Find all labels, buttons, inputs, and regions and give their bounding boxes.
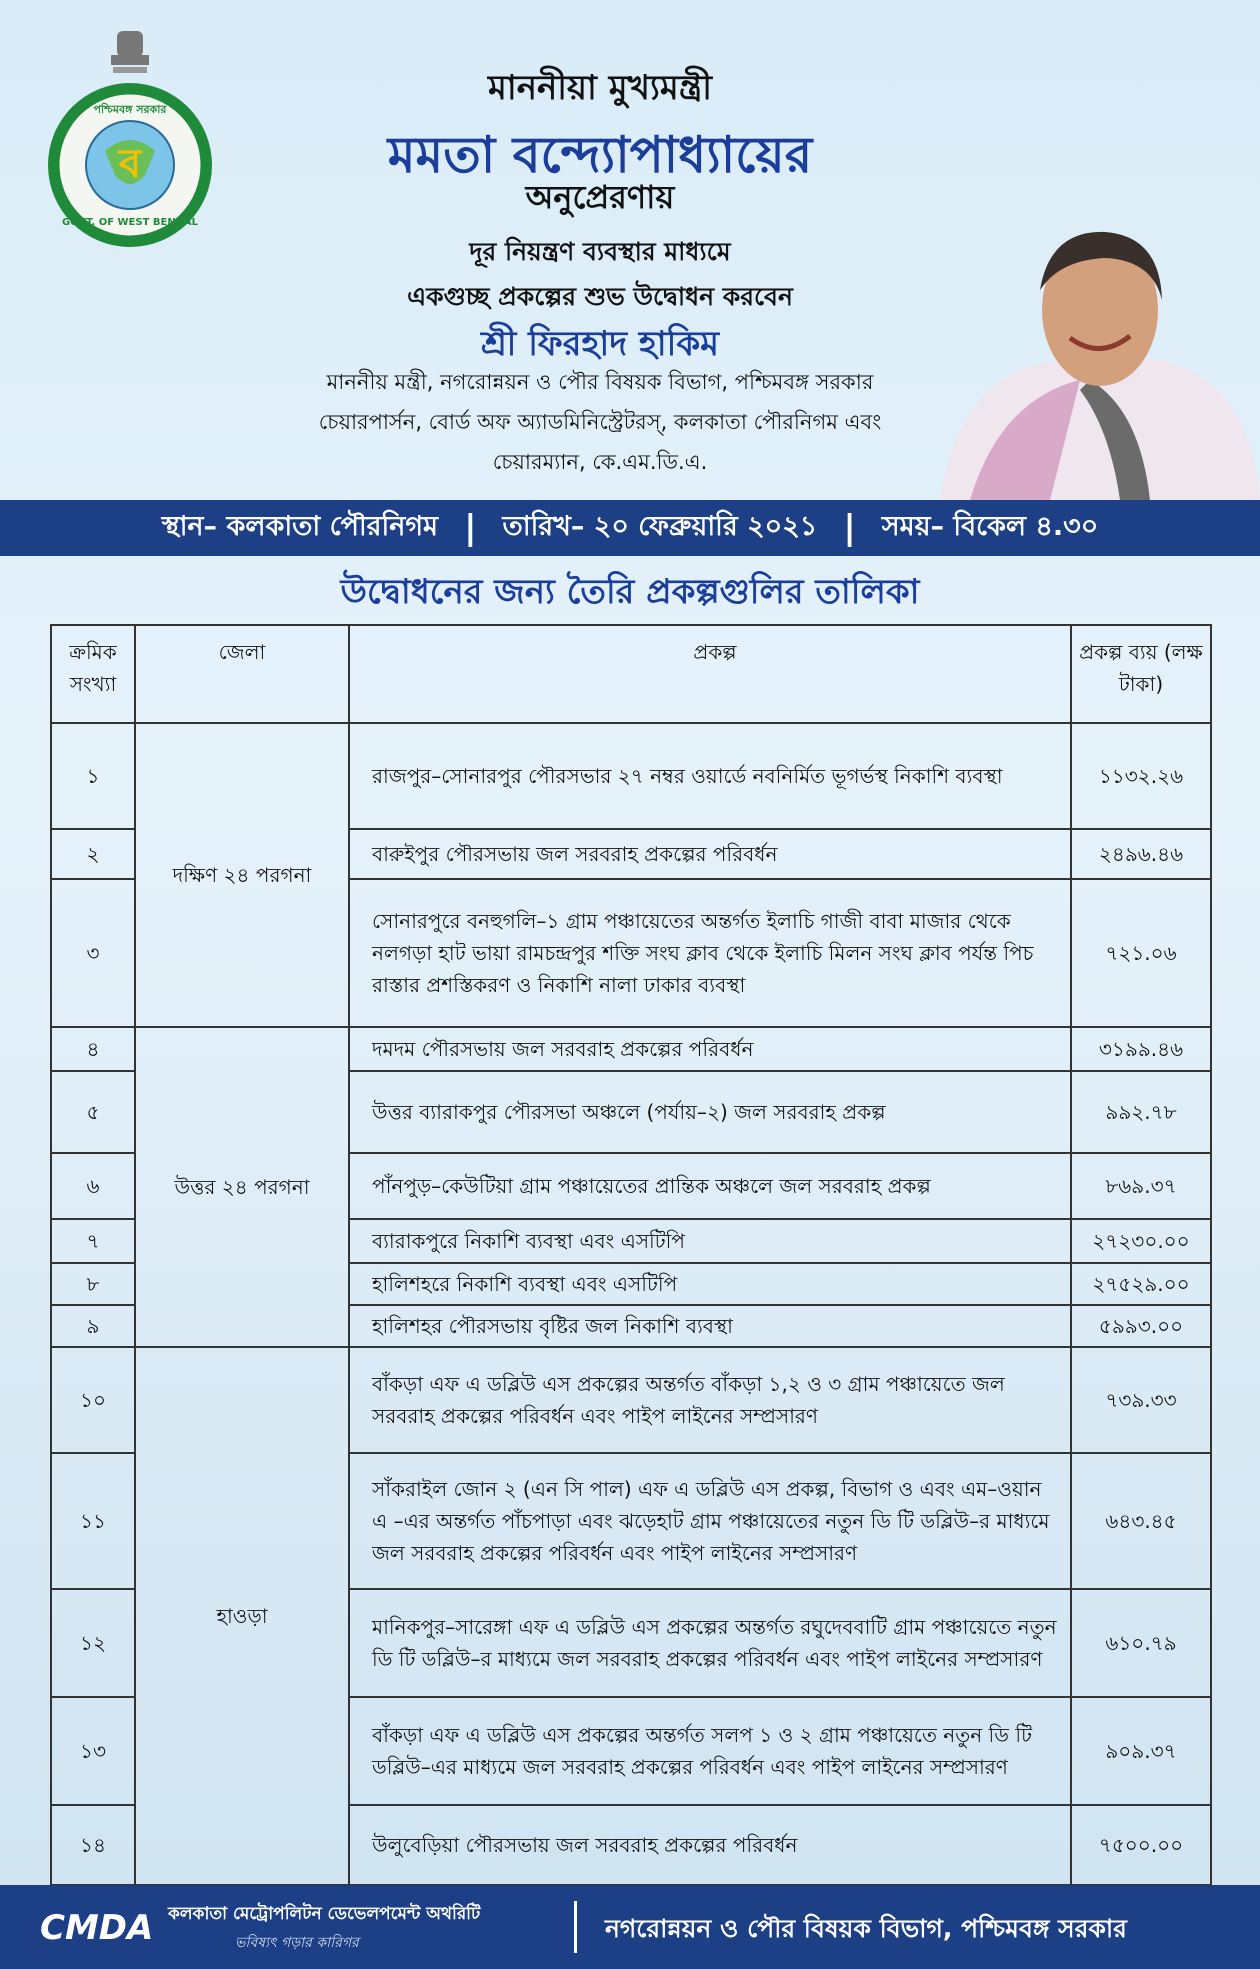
- project-cell: মানিকপুর–সারেঙ্গা এফ এ ডব্লিউ এস প্রকল্পের অন্তর্গত রঘুদেববাটি গ্রাম পঞ্চায়েতে নতুন ডি টি ডব্লিউ–র মাধ্যমে জল সরবরাহ প্রকল্পের পরিবর্ধন এবং পাইপ লাইনের সম্প্রসারণ: [349, 1589, 1071, 1697]
- project-cell: সোনারপুরে বনহুগলি–১ গ্রাম পঞ্চায়েতের অন্তর্গত ইলাচি গাজী বাবা মাজার থেকে নলগড়া হাট ভায়া রামচন্দ্রপুর শক্তি সংঘ ক্লাব থেকে ইলাচি মিলন সংঘ ক্লাব পর্যন্ত পিচ রাস্তার প্রশস্তিকরণ ও নিকাশি নালা ঢাকার ব্যবস্থা: [349, 879, 1071, 1027]
- serial-cell: ২: [51, 829, 135, 879]
- cost-cell: ৬৪৩.৪৫: [1071, 1453, 1211, 1589]
- footer-divider: [574, 1901, 577, 1953]
- band-separator: |: [464, 508, 477, 548]
- serial-cell: ৬: [51, 1153, 135, 1219]
- cmda-tagline: ভবিষ্যৎ গড়ার কারিগর: [235, 1935, 359, 1951]
- serial-cell: ৮: [51, 1263, 135, 1305]
- header-cost: প্রকল্প ব্যয় (লক্ষ টাকা): [1071, 625, 1211, 723]
- cost-cell: ৯৯২.৭৮: [1071, 1071, 1211, 1153]
- government-emblem-icon: [45, 25, 215, 255]
- emblem-text: পশ্চিমবঙ্গ সরকার: [93, 103, 167, 116]
- project-cell: রাজপুর–সোনারপুর পৌরসভার ২৭ নম্বর ওয়ার্ডে নবনির্মিত ভূগর্ভস্থ নিকাশি ব্যবস্থা: [349, 723, 1071, 829]
- svg-text:ব: ব: [118, 141, 142, 187]
- district-cell: উত্তর ২৪ পরগনা: [135, 1027, 349, 1347]
- project-cell: দমদম পৌরসভায় জল সরবরাহ প্রকল্পের পরিবর্ধন: [349, 1027, 1071, 1071]
- chief-minister-photo: [940, 210, 1260, 500]
- event-info-band: [0, 500, 1260, 556]
- serial-cell: ৪: [51, 1027, 135, 1071]
- chief-minister-name: মমতা বন্দ্যোপাধ্যায়ের: [387, 126, 813, 184]
- project-cell: পাঁনপুড়–কেউটিয়া গ্রাম পঞ্চায়েতের প্রান্তিক অঞ্চলে জল সরবরাহ প্রকল্প: [349, 1153, 1071, 1219]
- cost-cell: ৬১০.৭৯: [1071, 1589, 1211, 1697]
- cost-cell: ১১৩২.২৬: [1071, 723, 1211, 829]
- table-title: উদ্বোধনের জন্য তৈরি প্রকল্পগুলির তালিকা: [340, 572, 920, 612]
- ashoka-emblem-icon: [111, 31, 149, 73]
- event-date: তারিখ– ২০ ফেব্রুয়ারি ২০২১: [502, 510, 818, 542]
- header-district: জেলা: [135, 625, 349, 723]
- department-name: নগরোন্নয়ন ও পৌর বিষয়ক বিভাগ, পশ্চিমবঙ্গ সরকার: [605, 1914, 1127, 1943]
- cmda-logo-icon: [40, 1905, 154, 1948]
- district-cell: হাওড়া: [135, 1347, 349, 1885]
- project-cell: হালিশহর পৌরসভায় বৃষ্টির জল নিকাশি ব্যবস্থা: [349, 1305, 1071, 1347]
- projects-table: [50, 624, 1212, 1886]
- table-header-row: [51, 625, 1211, 723]
- cost-cell: ৮৬৯.৩৭: [1071, 1153, 1211, 1219]
- minister-designation-1: মাননীয় মন্ত্রী, নগরোন্নয়ন ও পৌর বিষয়ক বিভাগ, পশ্চিমবঙ্গ সরকার: [326, 370, 874, 394]
- project-cell: ব্যারাকপুরে নিকাশি ব্যবস্থা এবং এসটিপি: [349, 1219, 1071, 1263]
- remote-control-text: দূর নিয়ন্ত্রণ ব্যবস্থার মাধ্যমে: [469, 237, 731, 266]
- cost-cell: ৫৯৯৩.০০: [1071, 1305, 1211, 1347]
- serial-cell: ১৪: [51, 1805, 135, 1885]
- header-project: প্রকল্প: [349, 625, 1071, 723]
- serial-cell: ৩: [51, 879, 135, 1027]
- cost-cell: ২৭২৩০.০০: [1071, 1219, 1211, 1263]
- serial-cell: ৯: [51, 1305, 135, 1347]
- minister-designation-3: চেয়ারম্যান, কে.এম.ডি.এ.: [492, 450, 708, 474]
- table-row: [51, 1027, 1211, 1071]
- cost-cell: ৭২১.০৬: [1071, 879, 1211, 1027]
- header-serial: ক্রমিক সংখ্যা: [51, 625, 135, 723]
- serial-cell: ৭: [51, 1219, 135, 1263]
- project-cell: বাঁকড়া এফ এ ডব্লিউ এস প্রকল্পের অন্তর্গত সলপ ১ ও ২ গ্রাম পঞ্চায়েতে নতুন ডি টি ডব্লিউ–এর মাধ্যমে জল সরবরাহ প্রকল্পের পরিবর্ধন এবং পাইপ লাইনের সম্প্রসারণ: [349, 1697, 1071, 1805]
- event-time: সময়– বিকেল ৪.৩০: [881, 510, 1099, 542]
- project-cell: হালিশহরে নিকাশি ব্যবস্থা এবং এসটিপি: [349, 1263, 1071, 1305]
- title-honorific: মাননীয়া মুখ্যমন্ত্রী: [487, 68, 713, 108]
- district-cell: দক্ষিণ ২৪ পরগনা: [135, 723, 349, 1027]
- cost-cell: ২৭৫২৯.০০: [1071, 1263, 1211, 1305]
- cmda-name: কলকাতা মেট্রোপলিটন ডেভেলপমেন্ট অথরিটি: [168, 1904, 481, 1924]
- table-row: [51, 723, 1211, 829]
- cost-cell: ৭৩৯.৩৩: [1071, 1347, 1211, 1453]
- header: [0, 0, 1260, 500]
- svg-text:CMDA: CMDA: [40, 1908, 154, 1948]
- event-place: স্থান– কলকাতা পৌরনিগম: [161, 510, 439, 542]
- project-cell: উলুবেড়িয়া পৌরসভায় জল সরবরাহ প্রকল্পের পরিবর্ধন: [349, 1805, 1071, 1885]
- band-separator: |: [843, 508, 856, 548]
- serial-cell: ১০: [51, 1347, 135, 1453]
- serial-cell: ১১: [51, 1453, 135, 1589]
- inspiration-text: অনুপ্রেরণায়: [525, 178, 675, 216]
- project-cell: বারুইপুর পৌরসভায় জল সরবরাহ প্রকল্পের পরিবর্ধন: [349, 829, 1071, 879]
- project-cell: উত্তর ব্যারাকপুর পৌরসভা অঞ্চলে (পর্যায়–২) জল সরবরাহ প্রকল্প: [349, 1071, 1071, 1153]
- project-cell: সাঁকরাইল জোন ২ (এন সি পাল) এফ এ ডব্লিউ এস প্রকল্প, বিভাগ ও এবং এম–ওয়ান এ –এর অন্তর্গত পাঁচপাড়া এবং ঝড়েহাট গ্রাম পঞ্চায়েতের নতুন ডি টি ডব্লিউ–র মাধ্যমে জল সরবরাহ প্রকল্পের পরিবর্ধন এবং পাইপ লাইনের সম্প্রসারণ: [349, 1453, 1071, 1589]
- minister-designation-2: চেয়ারপার্সন, বোর্ড অফ অ্যাডমিনিস্ট্রেটরস্, কলকাতা পৌরনিগম এবং: [318, 410, 882, 434]
- table-row: [51, 1347, 1211, 1453]
- cost-cell: ৩১৯৯.৪৬: [1071, 1027, 1211, 1071]
- cost-cell: ২৪৯৬.৪৬: [1071, 829, 1211, 879]
- cost-cell: ৯০৯.৩৭: [1071, 1697, 1211, 1805]
- serial-cell: ১: [51, 723, 135, 829]
- inauguration-text: একগুচ্ছ প্রকল্পের শুভ উদ্বোধন করবেন: [407, 282, 793, 311]
- serial-cell: ১২: [51, 1589, 135, 1697]
- minister-name: শ্রী ফিরহাদ হাকিম: [480, 324, 720, 364]
- project-cell: বাঁকড়া এফ এ ডব্লিউ এস প্রকল্পের অন্তর্গত বাঁকড়া ১,২ ও ৩ গ্রাম পঞ্চায়েতে জল সরবরাহ প্রকল্পের পরিবর্ধন এবং পাইপ লাইনের সম্প্রসারণ: [349, 1347, 1071, 1453]
- cost-cell: ৭৫০০.০০: [1071, 1805, 1211, 1885]
- serial-cell: ৫: [51, 1071, 135, 1153]
- emblem-bottom-text: GOVT. OF WEST BENGAL: [61, 217, 199, 228]
- footer: [0, 1885, 1260, 1969]
- serial-cell: ১৩: [51, 1697, 135, 1805]
